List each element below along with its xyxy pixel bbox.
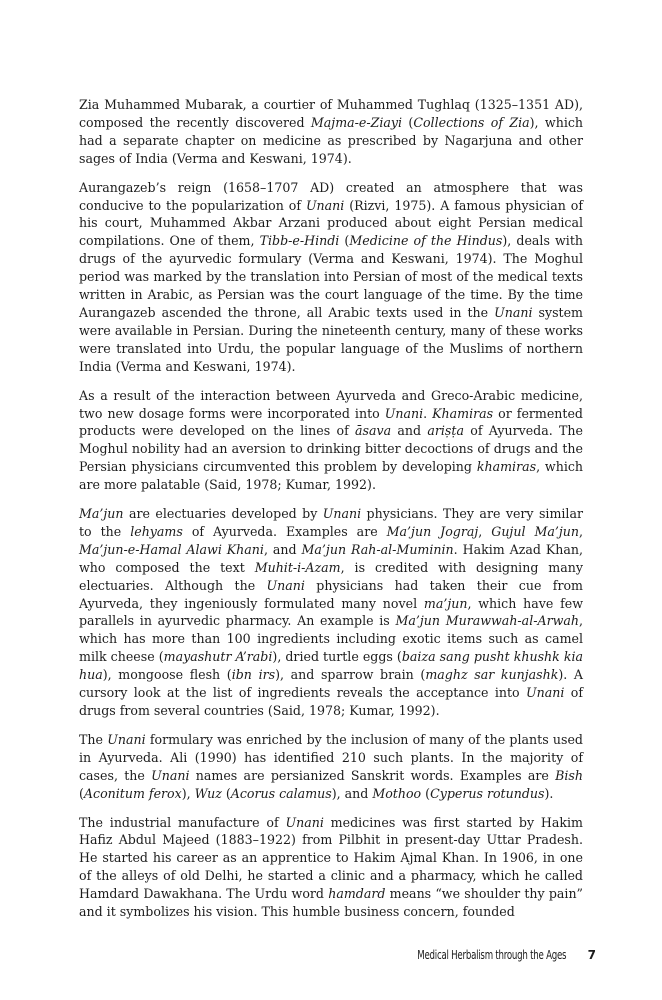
- text-run: ). A cursory look at the list of ingredients reveals the acceptance into: [79, 667, 584, 701]
- italic-term: Acorus calamus: [230, 785, 332, 801]
- italic-term: Ma’jun Jograj: [386, 523, 479, 539]
- italic-term: maghz sar kunjashk: [425, 667, 559, 683]
- text-run: (: [79, 785, 84, 801]
- running-footer-title: Medical Herbalism through the Ages: [416, 948, 566, 962]
- text-run: Aurangazeb’s reign (1658–1707 AD) created an atmosphere that was conducive to the popularization of: [79, 179, 583, 213]
- text-run: of Ayurveda. The Moghul nobility had an aversion to drinking bitter decoctions of drugs and the Persian physicians circumvented this problem by developing: [79, 423, 583, 475]
- italic-term: hamdard: [328, 886, 386, 902]
- italic-term: Collections of Zia: [413, 114, 530, 130]
- italic-term: Unani: [107, 731, 146, 747]
- italic-term: Unani: [266, 577, 305, 593]
- italic-term: ariṣṭa: [427, 423, 464, 439]
- paragraph-dosage-forms: [79, 387, 583, 494]
- text-run: ), which had a separate chapter on medicine as prescribed by Nagarjuna and other sages of India (Verma and Keswani, 1974).: [79, 114, 584, 166]
- text-run: system were available in Persian. During the nineteenth century, many of these works were translated into Urdu, the popular language of the Muslims of northern India (Verma and Keswani, 1974).: [79, 304, 583, 374]
- text-run: names are persianized Sanskrit words. Examples are: [189, 767, 556, 783]
- text-run: and: [391, 423, 428, 439]
- italic-term: āsava: [355, 423, 392, 439]
- italic-term: mayashutr A’rabi: [163, 649, 273, 665]
- text-run: are electuaries developed by: [123, 506, 323, 522]
- text-run: or fermented products were developed on the lines of: [79, 405, 583, 439]
- text-run: , is credited with designing many electuaries. Although the: [79, 559, 583, 593]
- text-run: , which are more palatable (Said, 1978; Kumar, 1992).: [79, 459, 584, 493]
- text-run: , and: [263, 541, 302, 557]
- text-run: The industrial manufacture of: [79, 814, 286, 830]
- italic-term: lehyams: [130, 523, 183, 539]
- text-run: ), mongoose flesh (: [102, 667, 232, 683]
- text-run: Zia Muhammed Mubarak, a courtier of Muhammed Tughlaq (1325–1351 AD), composed the recently discovered: [79, 97, 583, 130]
- paragraph-aurangazeb-reign: [79, 179, 583, 376]
- text-run: ), and sparrow brain (: [275, 667, 426, 683]
- italic-term: Unani: [526, 685, 565, 701]
- text-run: ), and: [331, 785, 373, 801]
- text-run: ), deals with drugs of the ayurvedic formulary (Verma and Keswani, 1974). The Moghul period was marked by the translation into Persian of most of the medical texts written in Arabic, as Persian was the court language of the time. By the time Aurangazeb ascended the throne, all Arabic texts used in the: [79, 233, 583, 320]
- italic-term: Gujul Ma’jun: [491, 523, 579, 539]
- italic-term: Aconitum ferox: [83, 785, 182, 801]
- italic-term: Unani: [322, 506, 362, 522]
- text-run: physicians had taken their cue from Ayurveda, they ingeniously formulated many novel: [79, 577, 583, 611]
- italic-term: Ma’jun-e-Hamal Alawi Khani: [79, 541, 264, 557]
- italic-term: Tibb-e-Hindi: [259, 233, 340, 249]
- italic-term: Khamiras: [432, 405, 494, 421]
- italic-term: Unani: [285, 814, 324, 830]
- paragraph-majun-electuaries: [79, 505, 583, 720]
- italic-term: Ma’jun: [79, 506, 124, 522]
- text-run: of Ayurveda. Examples are: [182, 523, 387, 539]
- text-run: medicines was first started by Hakim Hafiz Abdul Majeed (1883–1922) from Pilbhit in present-day Uttar Pradesh. He started his career as an apprentice to Hakim Ajmal Khan. In 1906, in one of the alleys of old Delhi, he started a clinic and a pharmacy, which he called Hamdard Dawakhana. The Urdu word: [79, 814, 584, 902]
- italic-term: Unani: [384, 405, 424, 421]
- italic-term: Unani: [305, 197, 345, 213]
- italic-term: Bish: [555, 767, 583, 783]
- text-run: The: [79, 731, 108, 747]
- text-run: (Rizvi, 1975). A famous physician of his court, Muhammed Akbar Arzani produced about eight Persian medical compilations. One of them,: [79, 197, 583, 249]
- paragraph-unani-formulary: [79, 731, 583, 803]
- text-run: , which has more than 100 ingredients including exotic items such as camel milk cheese (: [79, 613, 584, 665]
- paragraph-zia-mubarak: [79, 96, 583, 168]
- text-run: of drugs from several countries (Said, 1978; Kumar, 1992).: [79, 685, 583, 718]
- italic-term: Unani: [151, 767, 190, 783]
- italic-term: Medicine of the Hindus: [349, 233, 503, 249]
- text-run: ),: [181, 785, 195, 801]
- italic-term: Cyperus rotundus: [430, 785, 545, 801]
- italic-term: Mothoo: [372, 785, 422, 801]
- italic-term: baiza sang pusht khushk kia hua: [79, 649, 583, 683]
- text-run: ,: [478, 523, 492, 539]
- text-run: (: [221, 785, 231, 801]
- text-run: formulary was enriched by the inclusion of many of the plants used in Ayurveda. Ali (1990) has identified 210 such plants. In the majority of cases, the: [79, 731, 583, 783]
- text-run: ,: [578, 523, 583, 539]
- italic-term: Majma-e-Ziayi: [310, 114, 403, 130]
- text-run: means “we shoulder thy pain” and it symbolizes his vision. This humble business concern, founded: [79, 886, 583, 920]
- italic-term: ma’jun: [423, 595, 468, 611]
- italic-term: Unani: [494, 304, 533, 320]
- text-run: physicians. They are very similar to the: [79, 506, 583, 539]
- text-run: .: [423, 405, 433, 421]
- page-body: [79, 96, 583, 932]
- italic-term: Muhit-i-Azam: [254, 559, 341, 575]
- paragraph-industrial-manufacture: [79, 814, 583, 921]
- text-run: . Hakim Azad Khan, who composed the text: [79, 541, 584, 575]
- italic-term: ibn irs: [231, 667, 276, 683]
- text-run: ), dried turtle eggs (: [272, 649, 402, 665]
- italic-term: Wuz: [194, 785, 222, 801]
- text-run: (: [339, 233, 350, 249]
- page-number: 7: [587, 948, 596, 962]
- text-run: ).: [544, 785, 554, 801]
- italic-term: Ma’jun Rah-al-Muminin: [301, 541, 454, 557]
- text-run: (: [402, 114, 414, 130]
- text-run: , which have few parallels in ayurvedic pharmacy. An example is: [79, 595, 583, 629]
- italic-term: khamiras: [476, 459, 537, 475]
- italic-term: Ma’jun Murawwah-al-Arwah: [395, 613, 579, 629]
- text-run: (: [421, 785, 431, 801]
- text-run: As a result of the interaction between Ayurveda and Greco-Arabic medicine, two new dosage forms were incorporated into: [79, 387, 583, 421]
